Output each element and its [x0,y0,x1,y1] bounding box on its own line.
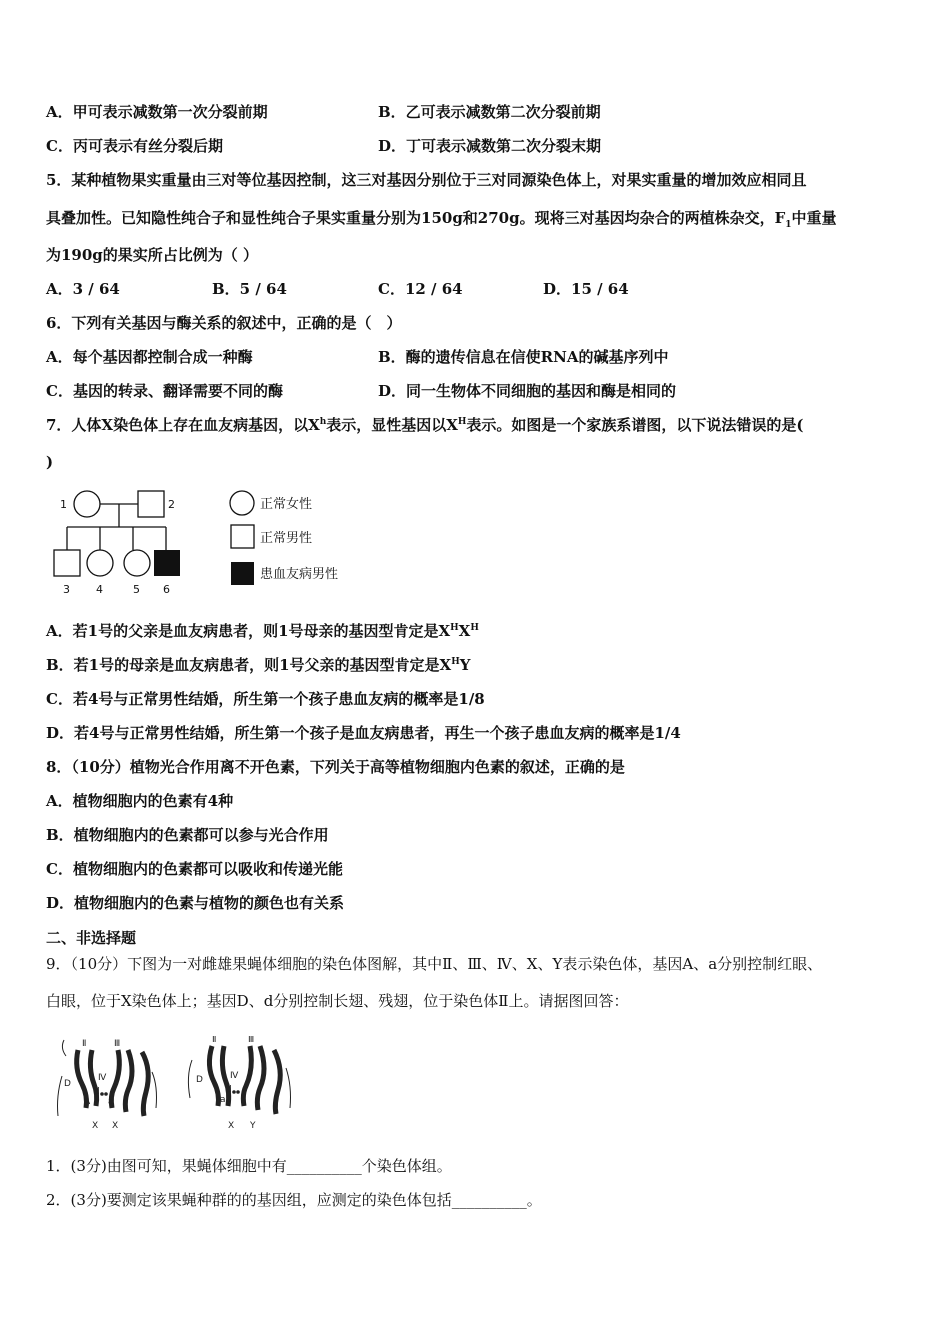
female-chromosome-set [58,1040,157,1116]
q9-subquestion-1: 1．(3分)由图可知，果蝇体细胞中有__________个染色体组。 [46,1157,452,1175]
q4-option-d: D．丁可表示减数第二次分裂末期 [378,137,602,155]
q7-option-d: D．若4号与正常男性结婚，所生第一个孩子是血友病患者，再生一个孩子患血友病的概率是1/4 [46,724,681,742]
pedigree-individual-3 [54,550,80,576]
pedigree-label-3: 3 [63,583,70,596]
q4-option-c: C．丙可表示有丝分裂后期 [46,137,223,155]
q4-option-b: B．乙可表示减数第二次分裂前期 [378,103,601,121]
section-heading: 二、非选择题 [46,929,137,947]
female-gene-a-lower: a [108,1097,114,1107]
male-sex-chromosome-x: X [228,1121,235,1131]
chromosome-figure [52,1036,312,1132]
female-sex-chromosome-2: X [112,1121,119,1131]
pedigree-label-4: 4 [96,583,103,596]
q9-stem-line2: 白眼，位于X染色体上；基因D、d分别控制长翅、残翅，位于染色体Ⅱ上。请据图回答： [46,992,629,1010]
q4-option-a: A．甲可表示减数第一次分裂前期 [46,103,268,121]
pedigree-individual-5 [124,550,150,576]
pedigree-label-2: 2 [168,498,175,511]
q5-stem-line3: 为190g的果实所占比例为（ ） [46,246,259,264]
q7-option-b: B．若1号的母亲是血友病患者，则1号父亲的基因型肯定是$X^HY$ [46,656,471,674]
q9-stem-line1: 9．（10分）下图为一对雌雄果蝇体细胞的染色体图解，其中Ⅱ、Ⅲ、Ⅳ、X、Y表示染色体，基因A、a分别控制红眼、 [46,955,823,973]
q6-option-c: C．基因的转录、翻译需要不同的酶 [46,382,283,400]
pedigree-individual-2 [138,491,164,517]
male-chromosome-set [188,1046,290,1114]
female-roman-iii: Ⅲ [114,1039,121,1049]
q6-option-b: B．酶的遗传信息在信使RNA的碱基序列中 [378,348,669,366]
pedigree-label-6: 6 [163,583,170,596]
q5-stem-line2: 具叠加性。已知隐性纯合子和显性纯合子果实重量分别为150g和270g。现将三对基因均杂合的两植株杂交，$F_1$中重量 [46,209,837,230]
q8-option-d: D．植物细胞内的色素与植物的颜色也有关系 [46,894,345,912]
male-gene-a: a [220,1095,226,1105]
q5-option-d: D．15 / 64 [543,280,629,298]
pedigree-diagram [50,482,360,602]
q6-option-a: A．每个基因都控制合成一种酶 [46,348,253,366]
male-roman-ii: Ⅱ [212,1036,217,1045]
male-roman-iii: Ⅲ [248,1036,255,1045]
q5-option-c: C．12 / 64 [378,280,463,298]
pedigree-individual-6 [154,550,180,576]
pedigree-label-5: 5 [133,583,140,596]
q5-option-b: B．5 / 64 [212,280,287,298]
q8-option-c: C．植物细胞内的色素都可以吸收和传递光能 [46,860,343,878]
male-sex-chromosome-y: Y [250,1121,256,1131]
q8-stem: 8．（10分）植物光合作用离不开色素，下列关于高等植物细胞内色素的叙述，正确的是 [46,758,625,776]
q7-option-c: C．若4号与正常男性结婚，所生第一个孩子患血友病的概率是1/8 [46,690,485,708]
q7-stem-end: ) [46,453,54,471]
legend-male-symbol [231,525,254,548]
q9-subquestion-2: 2．(3分)要测定该果蝇种群的的基因组，应测定的染色体包括__________。 [46,1191,542,1209]
q8-option-a: A．植物细胞内的色素有4种 [46,792,234,810]
male-gene-d-lower: d [226,1085,232,1095]
female-gene-d-upper: D [64,1079,71,1089]
female-gene-d-lower: d [94,1087,100,1097]
pedigree-individual-1 [74,491,100,517]
pedigree-individual-4 [87,550,113,576]
pedigree-label-1: 1 [60,498,67,511]
q7-stem: 7．人体X染色体上存在血友病基因，以$X^h$表示，显性基因以$X^H$表示。如图是一个家族系谱图，以下说法错误的是( [46,416,804,434]
male-gene-d-upper: D [196,1075,203,1085]
female-roman-iv: Ⅳ [98,1073,107,1083]
legend-normal-male: 正常男性 [260,531,313,546]
female-roman-ii: Ⅱ [82,1039,87,1049]
q5-stem-line1: 5．某种植物果实重量由三对等位基因控制，这三对基因分别位于三对同源染色体上，对果实重量的增加效应相同且 [46,171,807,189]
legend-normal-female: 正常女性 [260,497,313,512]
legend-affected-male: 患血友病男性 [260,567,339,582]
q6-stem: 6．下列有关基因与酶关系的叙述中，正确的是（ ） [46,314,402,332]
q5-option-a: A．3 / 64 [46,280,120,298]
q6-option-d: D．同一生物体不同细胞的基因和酶是相同的 [378,382,677,400]
legend-affected-male-symbol [231,562,254,585]
legend-female-symbol [230,491,254,515]
female-sex-chromosome-1: X [92,1121,99,1131]
male-roman-iv: Ⅳ [230,1071,239,1081]
female-gene-a-upper: A [84,1097,91,1107]
q7-option-a: A．若1号的父亲是血友病患者，则1号母亲的基因型肯定是$X^HX^H$ [46,622,479,640]
q8-option-b: B．植物细胞内的色素都可以参与光合作用 [46,826,329,844]
